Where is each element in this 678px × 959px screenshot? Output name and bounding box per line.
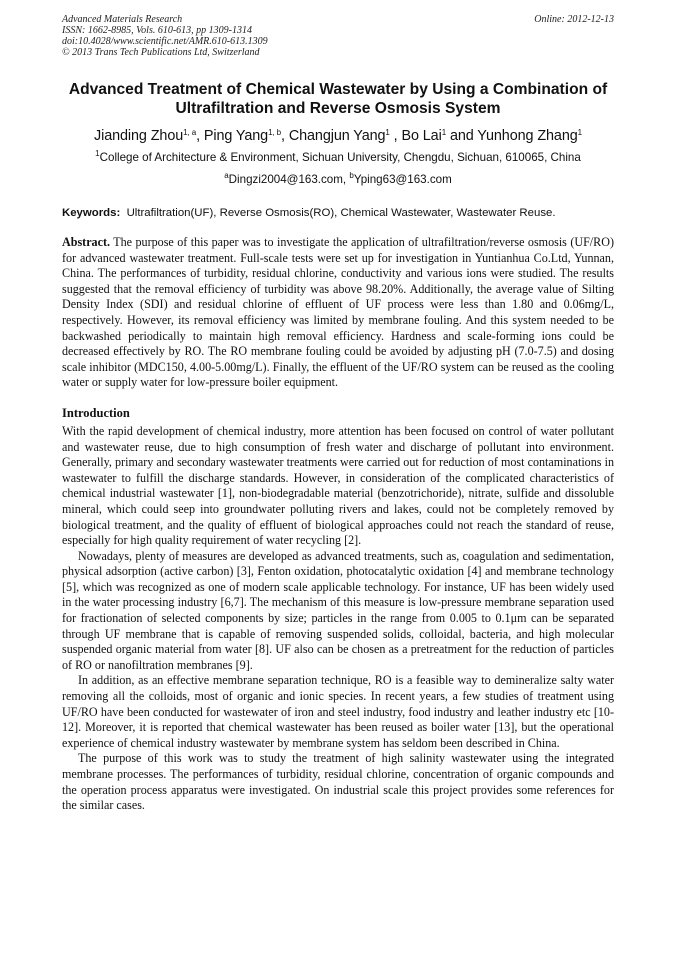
paper-page xyxy=(62,14,614,814)
author-name: Changjun Yang xyxy=(288,128,386,144)
author-sep: , xyxy=(196,128,204,144)
paper-title xyxy=(62,80,614,118)
title-line-1: Advanced Treatment of Chemical Wastewater by Using a Combination of xyxy=(68,81,608,98)
author-sup: 1 xyxy=(441,128,447,137)
email-a: Dingzi2004@163.com xyxy=(228,173,343,186)
journal-header xyxy=(62,14,614,58)
author-sup: 1 xyxy=(385,128,390,137)
author-list xyxy=(62,127,614,145)
doi-line: doi:10.4028/www.scientific.net/AMR.610-613.1309 xyxy=(62,36,268,47)
affiliation-sup: 1 xyxy=(95,149,100,158)
introduction-body xyxy=(62,424,614,814)
email-sup-b: b xyxy=(349,171,354,180)
author-name: Yunhong Zhang xyxy=(477,128,578,144)
copyright-line: © 2013 Trans Tech Publications Ltd, Switzerland xyxy=(62,47,260,58)
author-sup: 1, a xyxy=(183,128,197,137)
email-separator: , xyxy=(342,173,350,186)
author-sup: 1 xyxy=(577,128,582,137)
abstract xyxy=(62,235,614,391)
online-date: Online: 2012-12-13 xyxy=(534,14,614,25)
author-sep: , xyxy=(389,128,402,144)
author-name: Jianding Zhou xyxy=(94,128,184,144)
author-sup: 1, b xyxy=(268,128,282,137)
paragraph: In addition, as an effective membrane separation technique, RO is a feasible way to demineralize salty water removing all the colloids, most of organic and ionic species. In recent years, a few studies of treatment using UF/RO have been conducted for wastewater of iron and steel industry, food industry and leather industry etc [10-12]. Moreover, it is reported that chemical wastewater has been reused as boiler water [13], but the operational experience of chemical industry wastewater by membrane system has seldom been described in China. xyxy=(62,673,614,750)
paragraph: With the rapid development of chemical industry, more attention has been focused on control of water pollutant and wastewater reuse, due to high consumption of fresh water and discharge of pollutant into environment. Generally, primary and secondary wastewater treatments were carried out for reduction of most contaminations in wastewater to fulfill the discharge standards. However, in consideration of the complicated characteristics of chemical industrial wastewater [1], non-biodegradable material (benzotrichoride), nitrate, sulfide and dissoluble mineral, which could seep into groundwater polluting rivers and lakes, could not be completely removed by biological treatment, and the quality of effluent of biological approaches could not reach the standard of reuse, especially for high quality requirement of water recycling [2]. xyxy=(62,423,614,548)
keywords-text: Ultrafiltration(UF), Reverse Osmosis(RO), Chemical Wastewater, Wastewater Reuse. xyxy=(126,207,556,219)
keywords xyxy=(62,206,614,221)
title-line-2: Ultrafiltration and Reverse Osmosis System xyxy=(175,100,501,117)
author-sep: , xyxy=(281,128,289,144)
journal-name: Advanced Materials Research xyxy=(62,14,183,25)
abstract-text: The purpose of this paper was to investigate the application of ultrafiltration/reverse osmosis (UF/RO) for advanced wastewater treatment. Full-scale tests were set up for investigation in Yuntianhua Co.Ltd, Yunnan, China. The performances of turbidity, residual chlorine, conductivity and various ions were studied. The results suggested that the removal efficiency of turbidity was above 98.20%. Additionally, the average value of Silting Density Index (SDI) and residual chlorine of effluent of UF process were less than 1.80 and 0.06mg/L, respectively. However, its removal efficiency was limited by membrane fouling. And this system needed to be backwashed periodically to maintain high removal efficiency. Hardness and scale-forming ions could be decreased effectively by RO. The RO membrane fouling could be avoided by adjusting pH (7.0-7.5) and dosing scale inhibitor (MDC150, 4.00-5.00mg/L). Finally, the effluent of the UF/RO system can be reused as the cooling water or supply water for low-pressure boiler equipment. xyxy=(62,235,614,390)
introduction-heading: Introduction xyxy=(62,405,130,420)
keywords-label: Keywords: xyxy=(62,207,121,219)
email-b: Yping63@163.com xyxy=(353,173,452,186)
paragraph: The purpose of this work was to study the treatment of high salinity wastewater using the integrated membrane processes. The performances of turbidity, residual chlorine, concentration of organic compounds and the operation process apparatus were investigated. On industrial scale this project provides some references for the similar cases. xyxy=(62,751,614,813)
email-sup-a: a xyxy=(224,171,229,180)
affiliation xyxy=(62,150,614,165)
author-sep: and xyxy=(446,128,478,144)
issn-line: ISSN: 1662-8985, Vols. 610-613, pp 1309-1314 xyxy=(62,25,252,36)
author-name: Ping Yang xyxy=(203,128,269,144)
abstract-label: Abstract. xyxy=(62,235,111,249)
affiliation-text: College of Architecture & Environment, Sichuan University, Chengdu, Sichuan, 610065, China xyxy=(99,151,581,164)
author-emails xyxy=(62,172,614,187)
author-name: Bo Lai xyxy=(401,128,442,144)
paragraph: Nowadays, plenty of measures are developed as advanced treatments, such as, coagulation and sedimentation, physical adsorption (active carbon) [3], Fenton oxidation, photocatalytic oxidation [4] and membrane technology [5], which was recognized as one of modern scale applicable technology. For instance, UF has been widely used in the water processing industry [6,7]. The mechanism of this measure is low-pressure membrane separation used for fractionation of selected components by size; particles in the range from 0.005 to 0.1μm can be separated through UF membrane that is capable of removing suspended solids, colloidal, bacteria, and high molecular suspended organic material from water [8]. UF also can be chosen as a pretreatment for the reduction of particles of RO or nanofiltration membranes [9]. xyxy=(62,548,614,672)
